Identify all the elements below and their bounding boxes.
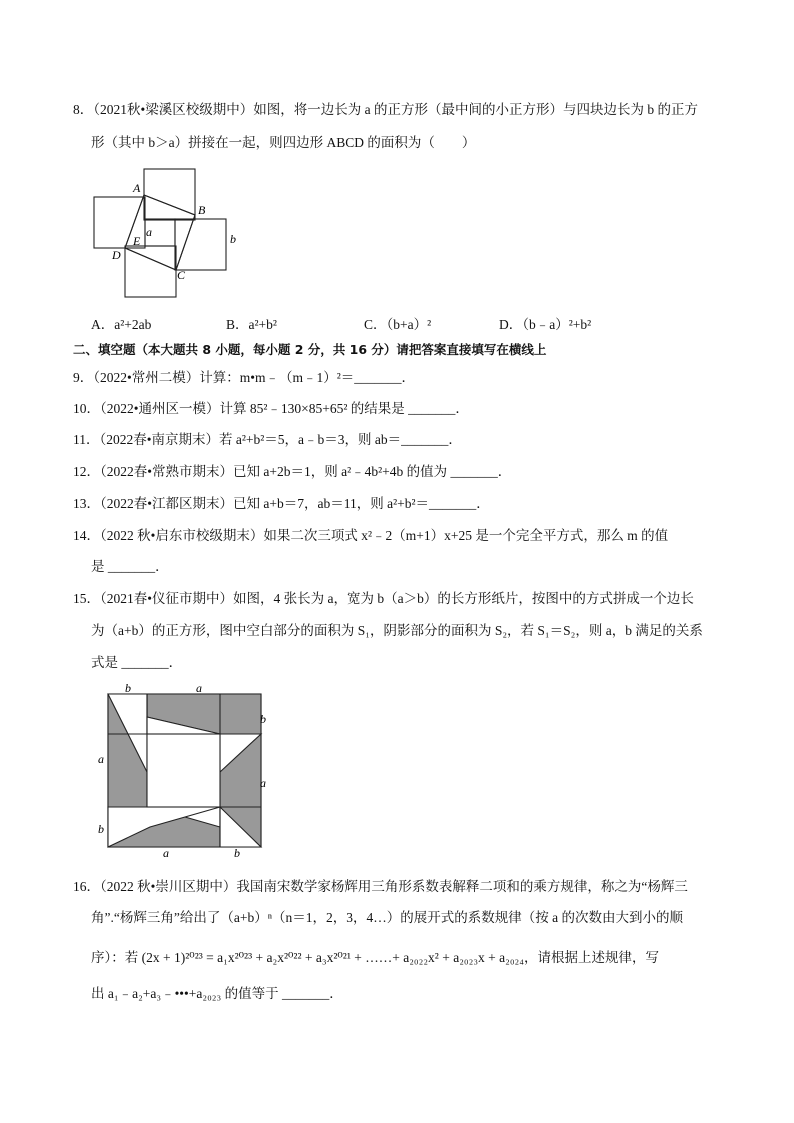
q16-line-2: 角”.“杨辉三角”给出了（a+b）ⁿ（n＝1，2，3，4…）的展开式的系数规律（按 a 的次数由大到小的顺 [91, 910, 683, 925]
section-2-heading: 二、填空题（本大题共 8 小题，每小题 2 分，共 16 分）请把答案直接填写在横线上 [73, 342, 547, 357]
q9: 9．（2022•常州二模）计算：m•m﹣（m﹣1）²＝_______． [73, 370, 416, 385]
q15-figure [95, 682, 275, 862]
q15-label-a-left: a [98, 752, 104, 766]
q14-line-1: 14．（2022 秋•启东市校级期末）如果二次三项式 x²﹣2（m+1）x+25 是一个完全平方式，那么 m 的值 [73, 528, 669, 543]
q16-line-4: 出 a₁﹣a₂+a₃﹣•••+a₂₀₂₃ 的值等于 _______． [91, 986, 343, 1001]
q10: 10．（2022•通州区一模）计算 85²﹣130×85+65² 的结果是 _______． [73, 401, 469, 416]
q8-label-c-point: C [177, 268, 186, 282]
q8-choice-a[interactable]: A．a²+2ab [91, 317, 152, 332]
q15-label-b-bottom: b [234, 846, 240, 860]
q8-label-b-side: b [230, 232, 236, 246]
q15-label-b-top: b [125, 682, 131, 695]
q15-inner-square [147, 734, 220, 807]
q8-label-e-point: E [133, 234, 141, 248]
q11: 11．（2022春•南京期末）若 a²+b²＝5，a﹣b＝3，则 ab＝_______． [73, 432, 462, 447]
q15-line-3: 式是 _______． [91, 655, 183, 670]
q8-choice-c[interactable]: C．（b+a）² [364, 317, 432, 332]
q15-line-1: 15．（2021春•仪征市期中）如图，4 张长为 a，宽为 b（a＞b）的长方形纸片，按图中的方式拼成一个边长 [73, 591, 694, 606]
q8-choice-b[interactable]: B．a²+b² [226, 317, 277, 332]
q8-line-2: 形（其中 b＞a）拼接在一起，则四边形 ABCD 的面积为（ ） [91, 135, 476, 150]
q8-line-1: 8．（2021秋•梁溪区校级期中）如图，将一边长为 a 的正方形（最中间的小正方形）与四块边长为 b 的正方 [73, 102, 698, 117]
q15-label-b-right: b [260, 712, 266, 726]
q15-line-2: 为（a+b）的正方形，图中空白部分的面积为 S₁，阴影部分的面积为 S₂，若 S₁＝S₂，则 a，b 满足的关系 [91, 623, 703, 638]
q8-label-b-point: B [198, 203, 206, 217]
q8-label-a-side: a [146, 225, 152, 239]
q8-choice-d[interactable]: D．（b﹣a）²+b² [499, 317, 592, 332]
q12: 12．（2022春•常熟市期末）已知 a+2b＝1，则 a²﹣4b²+4b 的值为 _______． [73, 464, 512, 479]
q16-line-1: 16．（2022 秋•崇川区期中）我国南宋数学家杨辉用三角形系数表解释二项和的乘方规律，称之为“杨辉三 [73, 879, 688, 894]
q8-square-right [175, 219, 226, 270]
q8-square-bottom [125, 246, 176, 297]
q8-quadrilateral-abcd [125, 195, 195, 270]
q14-line-2: 是 _______． [91, 559, 169, 574]
q15-label-a-bottom: a [163, 846, 169, 860]
q13: 13．（2022春•江都区期末）已知 a+b＝7，ab＝11，则 a²+b²＝_______． [73, 496, 490, 511]
q8-label-d-point: D [112, 248, 121, 262]
q15-label-a-top: a [196, 682, 202, 695]
q8-figure [88, 162, 248, 302]
q16-line-3: 序）：若 (2x + 1)²⁰²³ = a₁x²⁰²³ + a₂x²⁰²² + a₃x²⁰²¹ + ……+ a₂₀₂₂x² + a₂₀₂₃x + a₂₀₂₄，请根据上述规律，写 [91, 950, 659, 965]
q15-label-a-right: a [260, 776, 266, 790]
q8-label-a-point: A [133, 181, 141, 195]
q15-label-b-left: b [98, 822, 104, 836]
